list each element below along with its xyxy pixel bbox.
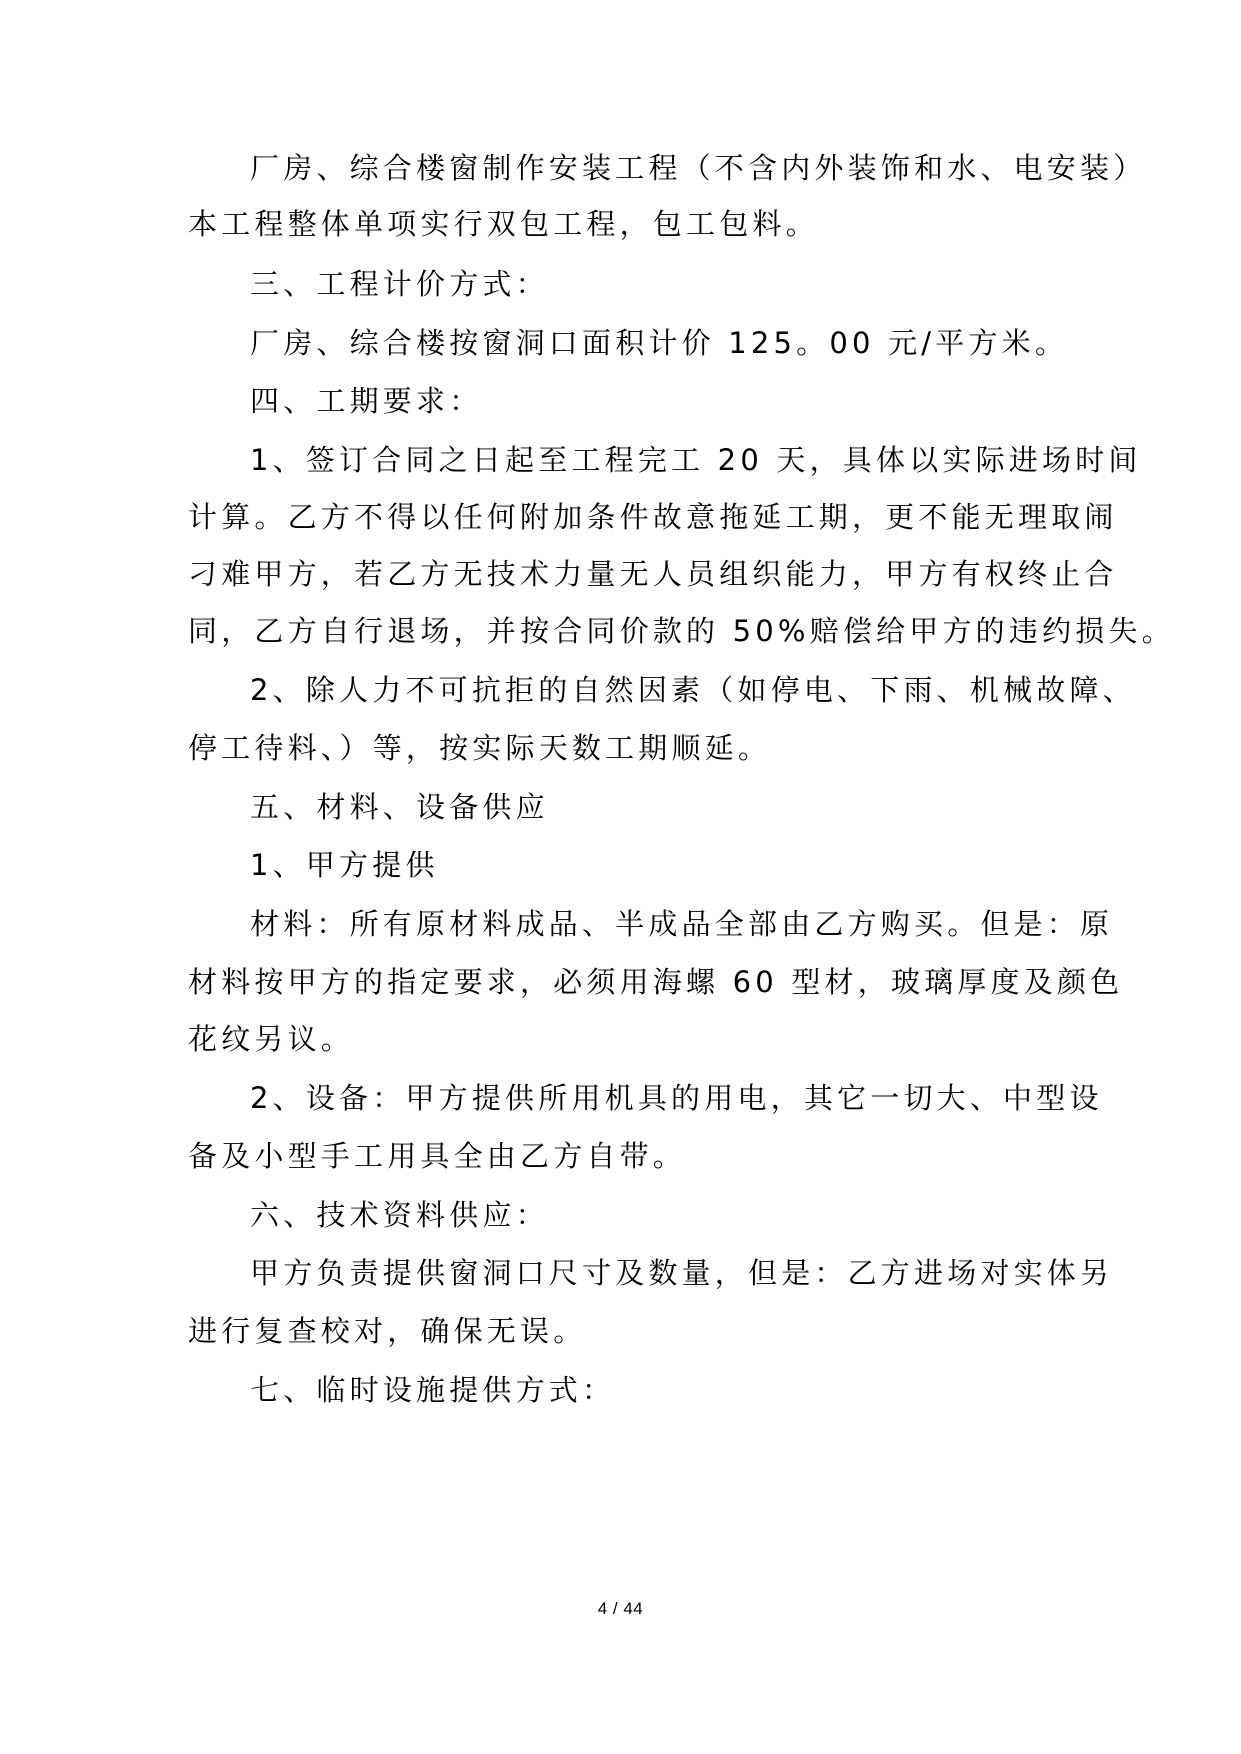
paragraph-line: 2、除人力不可抗拒的自然因素（如停电、下雨、机械故障、 (250, 673, 1136, 707)
paragraph-line: 刁难甲方，若乙方无技术力量无人员组织能力，甲方有权终止合 (188, 557, 1118, 591)
paragraph-line: 甲方负责提供窗洞口尺寸及数量，但是：乙方进场对实体另 (250, 1256, 1114, 1290)
paragraph-line: 厂房、综合楼按窗洞口面积计价 125。00 元/平方米。 (250, 326, 1069, 360)
paragraph-line: 1、签订合同之日起至工程完工 20 天，具体以实际进场时间 (250, 443, 1142, 477)
section-heading: 四、工期要求： (250, 384, 483, 418)
paragraph-line: 进行复查校对，确保无误。 (188, 1314, 587, 1348)
page-number: 4 / 44 (597, 1599, 644, 1618)
paragraph-line: 厂房、综合楼窗制作安装工程（不含内外装饰和水、电安装） (250, 151, 1147, 185)
section-heading: 五、材料、设备供应 (250, 790, 549, 824)
paragraph-line: 2、设备：甲方提供所用机具的用电，其它一切大、中型设 (250, 1081, 1103, 1115)
paragraph-line: 计算。乙方不得以任何附加条件故意拖延工期，更不能无理取闹 (188, 500, 1118, 534)
paragraph-line: 本工程整体单项实行双包工程，包工包料。 (188, 207, 819, 241)
paragraph-line: 材料按甲方的指定要求，必须用海螺 60 型材，玻璃厚度及颜色 (188, 965, 1124, 999)
paragraph-line: 备及小型手工用具全由乙方自带。 (188, 1139, 687, 1173)
paragraph-line: 材料：所有原材料成品、半成品全部由乙方购买。但是：原 (250, 907, 1114, 941)
section-heading: 六、技术资料供应： (250, 1198, 549, 1232)
subsection-heading: 1、甲方提供 (250, 848, 439, 882)
paragraph-line: 停工待料、）等，按实际天数工期顺延。 (188, 731, 772, 765)
paragraph-line: 同，乙方自行退场，并按合同价款的 50%赔偿给甲方的违约损失。 (188, 614, 1175, 648)
paragraph-line: 花纹另议。 (188, 1022, 355, 1056)
section-heading: 七、临时设施提供方式： (250, 1373, 616, 1407)
section-heading: 三、工程计价方式： (250, 267, 549, 301)
